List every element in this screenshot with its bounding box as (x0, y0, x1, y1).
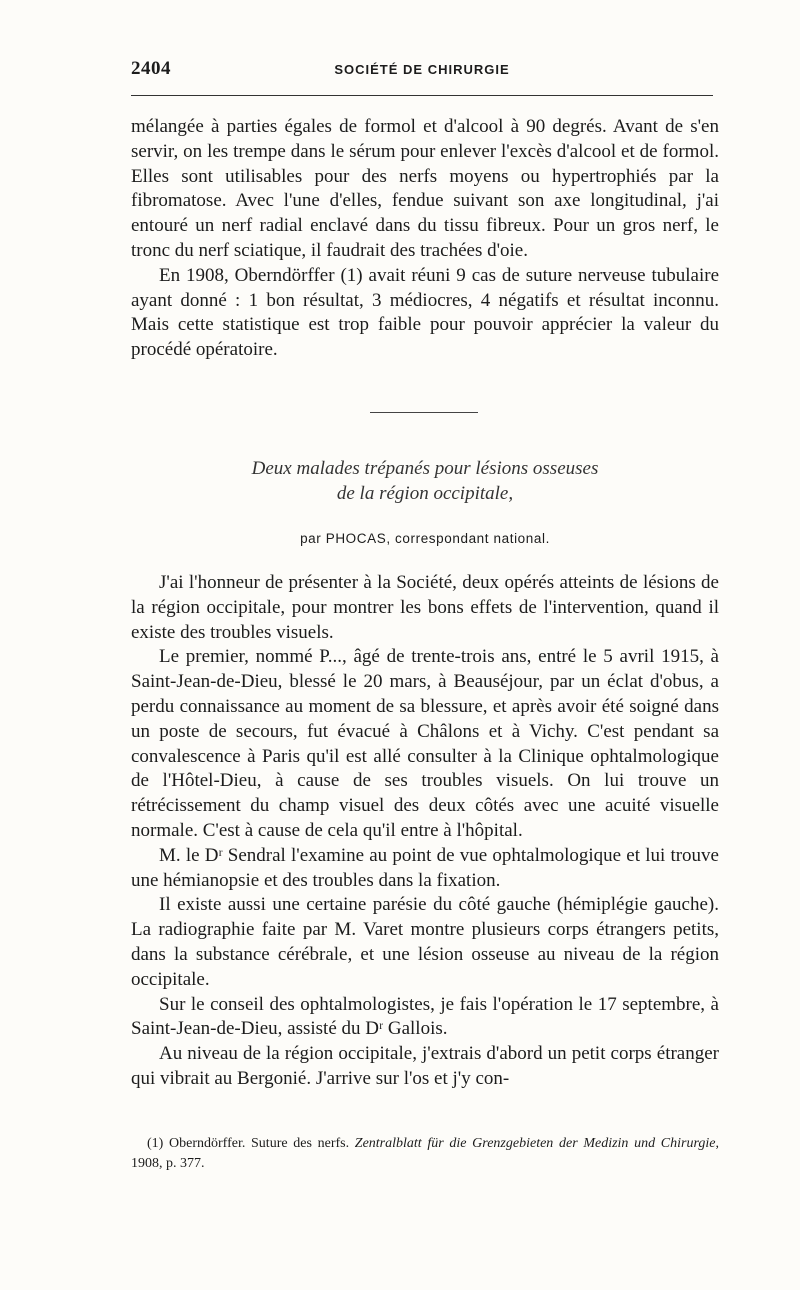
section-divider (370, 412, 478, 413)
footnote-text: Oberndörffer. Suture des nerfs. (169, 1136, 350, 1151)
article-title-line: de la région occipitale, (336, 483, 514, 504)
footnote-journal: Zentralblatt für die Grenzgebieten der Medizin und Chirurgie (354, 1136, 716, 1151)
paragraph: Sur le conseil des ophtalmologistes, je fais l'opération le 17 septembre, à Saint-Jean-de-Dieu, assisté du Dʳ Gallois. (131, 993, 719, 1040)
paragraph: En 1908, Oberndörffer (1) avait réuni 9 cas de suture nerveuse tubulaire ayant donné : 1 bon résultat, 3 médiocres, 4 négatifs et résultat inconnu. Mais cette statistique est trop faible pour pouvoir apprécier la valeur du procédé opératoire. (131, 264, 719, 361)
paragraph: Il existe aussi une certaine parésie du côté gauche (hémiplégie gauche). La radiographie faite par M. Varet montre plusieurs corps étrangers petits, dans la substance cérébrale, et une lésion osseuse au niveau de la région occipitale. (131, 894, 719, 990)
paragraph: Au niveau de la région occipitale, j'extrais d'abord un petit corps étranger qui vibrait au Bergonié. J'arrive sur l'os et j'y con- (131, 1043, 719, 1089)
paragraph: J'ai l'honneur de présenter à la Société, deux opérés atteints de lésions de la région occipitale, pour montrer les bons effets de l'intervention, quand il existe des troubles visuels. (131, 572, 719, 643)
paragraph: mélangée à parties égales de formol et d'alcool à 90 degrés. Avant de s'en servir, on les trempe dans le sérum pour enlever l'excès d'alcool et de formol. Elles sont utilisables pour des nerfs moyens ou hypertrophiés par la fibromatose. Avec l'une d'elles, fendue suivant son axe longitudinal, j'ai entouré un nerf radial enclavé dans du tissu fibreux. Pour un gros nerf, le tronc du nerf sciatique, il faudrait des trachées d'oie. (131, 116, 719, 261)
header-rule (131, 95, 713, 96)
body-text-top (131, 115, 719, 363)
footnote (131, 1134, 719, 1174)
page-header (131, 58, 713, 82)
running-head: SOCIÉTÉ DE CHIRURGIE (334, 62, 510, 77)
article-title-line: Deux malades trépanés pour lésions osseuses (251, 458, 599, 479)
article-title (131, 456, 719, 506)
footnote-citation: , 1908, p. 377. (131, 1136, 719, 1171)
body-text-article (131, 571, 719, 1092)
paragraph: M. le Dʳ Sendral l'examine au point de vue ophtalmologique et lui trouve une hémianopsie et des troubles dans la fixation. (131, 844, 719, 891)
article-byline: par PHOCAS, correspondant national. (300, 531, 550, 546)
footnote-number: (1) (147, 1136, 164, 1151)
page-number: 2404 (131, 58, 171, 79)
paragraph: Le premier, nommé P..., âgé de trente-trois ans, entré le 5 avril 1915, à Saint-Jean-de-Dieu, blessé le 20 mars, à Beauséjour, par un éclat d'obus, a perdu connaissance au moment de sa blessure, et après avoir été soigné dans un poste de secours, fut évacué à Châlons et à Vichy. C'est pendant sa convalescence à Paris qu'il est allé consulter à la Clinique ophtalmologique de l'Hôtel-Dieu, à cause de ses troubles visuels. On lui trouve un rétrécissement du champ visuel des deux côtés avec une acuité visuelle normale. C'est à cause de cela qu'il entre à l'hôpital. (131, 646, 719, 841)
